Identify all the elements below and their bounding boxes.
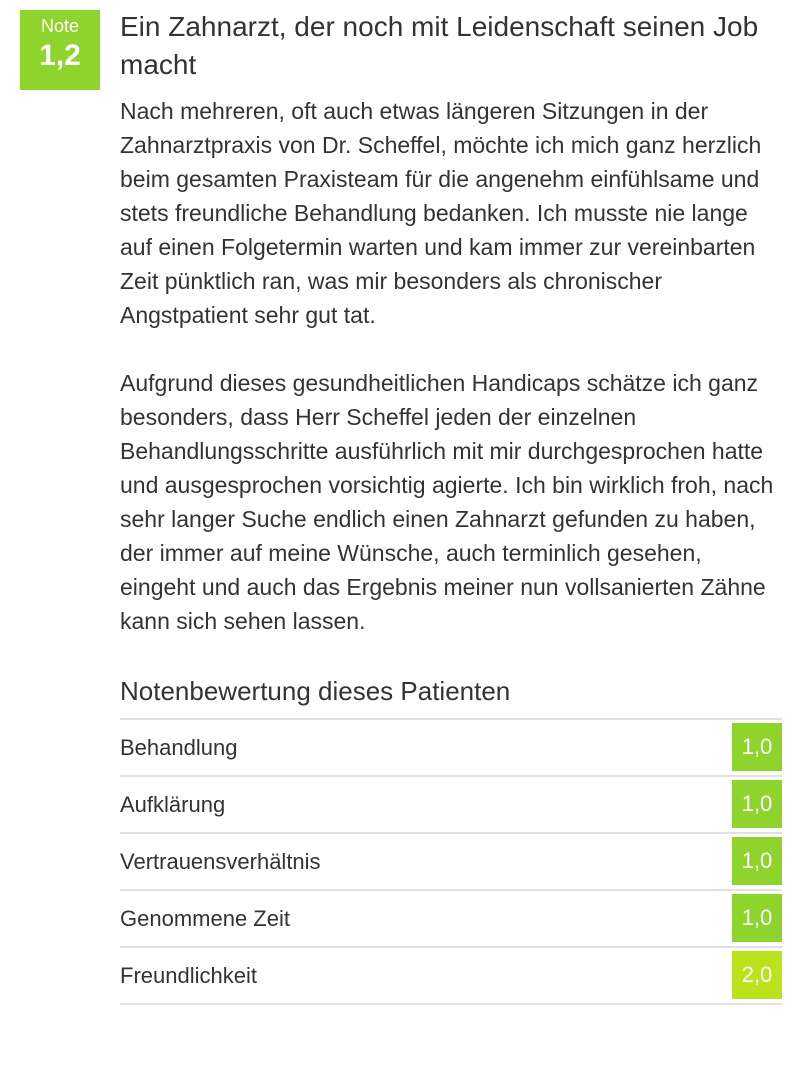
rating-score-badge: 1,0: [732, 894, 782, 942]
rating-score-badge: 2,0: [732, 951, 782, 999]
rating-label: Freundlichkeit: [120, 963, 257, 988]
rating-label: Aufklärung: [120, 792, 226, 817]
review-content: [120, 8, 782, 1005]
rating-label: Vertrauensverhältnis: [120, 849, 321, 874]
rating-row-behandlung: [120, 720, 782, 777]
ratings-heading: Notenbewertung dieses Patienten: [120, 674, 782, 720]
rating-label: Behandlung: [120, 735, 238, 760]
rating-row-aufklaerung: [120, 777, 782, 834]
review-title: Ein Zahnarzt, der noch mit Leidenschaft seinen Job macht: [120, 11, 759, 80]
rating-label: Genommene Zeit: [120, 906, 290, 931]
grade-badge-value: 1,2: [39, 39, 81, 72]
review-paragraph: Aufgrund dieses gesundheitlichen Handicaps schätze ich ganz besonders, dass Herr Scheffel jeden der einzelnen Behandlungsschritte ausführlich mit mir durchgesprochen hatte und ausgesprochen vorsichtig agierte. Ich bin wirklich froh, nach sehr langer Suche endlich einen Zahnarzt gefunden zu haben, der immer auf meine Wünsche, auch terminlich gesehen, eingeht und auch das Ergebnis meiner nun vollsanierten Zähne kann sich sehen lassen.: [120, 370, 774, 634]
rating-row-freundlichkeit: [120, 948, 782, 1005]
rating-list: [120, 720, 782, 1005]
rating-score-badge: 1,0: [732, 723, 782, 771]
rating-score-badge: 1,0: [732, 837, 782, 885]
review-body: [120, 94, 782, 638]
rating-row-vertrauensverhaeltnis: [120, 834, 782, 891]
rating-row-genommene-zeit: [120, 891, 782, 948]
rating-score-badge: 1,0: [732, 780, 782, 828]
grade-badge-label: Note: [40, 16, 80, 36]
review-paragraph: Nach mehreren, oft auch etwas längeren Sitzungen in der Zahnarztpraxis von Dr. Scheffel, möchte ich mich ganz herzlich beim gesamten Praxisteam für die angenehm einfühlsame und stets freundliche Behandlung bedanken. Ich musste nie lange auf einen Folgetermin warten und kam immer zur vereinbarten Zeit pünktlich ran, was mir besonders als chronischer Angstpatient sehr gut tat.: [120, 98, 762, 328]
overall-grade-badge: [20, 10, 100, 90]
